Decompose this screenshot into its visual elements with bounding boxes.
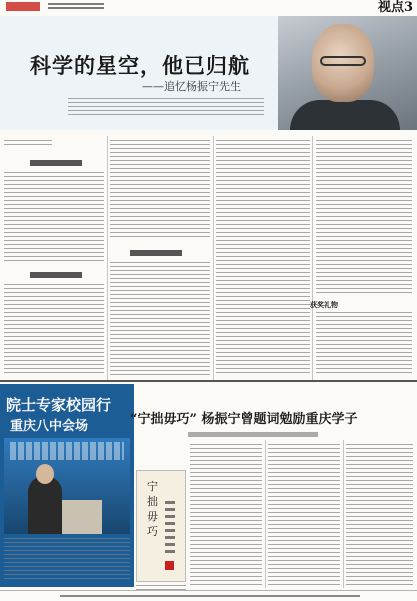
event-stage-banner: [10, 442, 124, 460]
event-podium: [62, 500, 102, 534]
event-title: 院士专家校园行: [6, 396, 112, 414]
portrait-glasses: [320, 56, 366, 66]
article-column: [190, 444, 262, 586]
feature-title: 科学的星空，他已归航: [30, 53, 250, 78]
calligraphy-image: [136, 470, 186, 582]
calligraphy-signature: [165, 501, 175, 557]
second-story-byline: [188, 432, 318, 437]
column-divider: [343, 440, 344, 588]
page-footer: [0, 590, 417, 601]
section-tag: 视点3: [377, 0, 413, 15]
story-separator: [0, 380, 417, 382]
byline: [4, 140, 52, 148]
feature-subtitle: ——追忆杨振宁先生: [142, 80, 241, 93]
column-subheading: [30, 272, 82, 278]
article-column: [4, 284, 104, 376]
calligraphy-seal: [165, 561, 174, 570]
column-divider: [213, 136, 214, 380]
portrait-shoulders: [290, 100, 400, 130]
column-subheading: [130, 250, 182, 256]
event-venue: 重庆八中会场: [10, 419, 89, 434]
masthead-date-block: [48, 3, 104, 5]
article-column: [346, 444, 413, 586]
article-column: [268, 444, 340, 586]
article-column: [110, 140, 210, 240]
article-column: [110, 262, 210, 376]
article-column: [316, 140, 412, 294]
article-column: [216, 140, 310, 376]
feature-banner: [0, 16, 417, 130]
article-column: [4, 172, 104, 264]
masthead: [0, 0, 417, 17]
column-divider: [107, 136, 108, 380]
article-column: [316, 312, 412, 376]
calligraphy-text: 宁拙毋巧: [147, 480, 158, 538]
feature-intro-text: [68, 98, 264, 118]
column-subheading: [30, 160, 82, 166]
event-speaker: [28, 476, 62, 534]
event-promo-box: [0, 384, 134, 587]
column-divider: [265, 440, 266, 588]
portrait-photo: [278, 16, 417, 130]
sidebar-heading: 获奖礼物: [310, 300, 338, 309]
second-story-headline: “宁拙毋巧” 杨振宁曾题词勉励重庆学子: [130, 412, 358, 427]
newspaper-logo: [6, 2, 40, 11]
event-photo: [4, 438, 130, 534]
footer-info: [60, 595, 360, 597]
event-speaker-head: [36, 464, 54, 484]
event-photo-caption: [4, 538, 130, 580]
column-divider: [312, 136, 313, 380]
